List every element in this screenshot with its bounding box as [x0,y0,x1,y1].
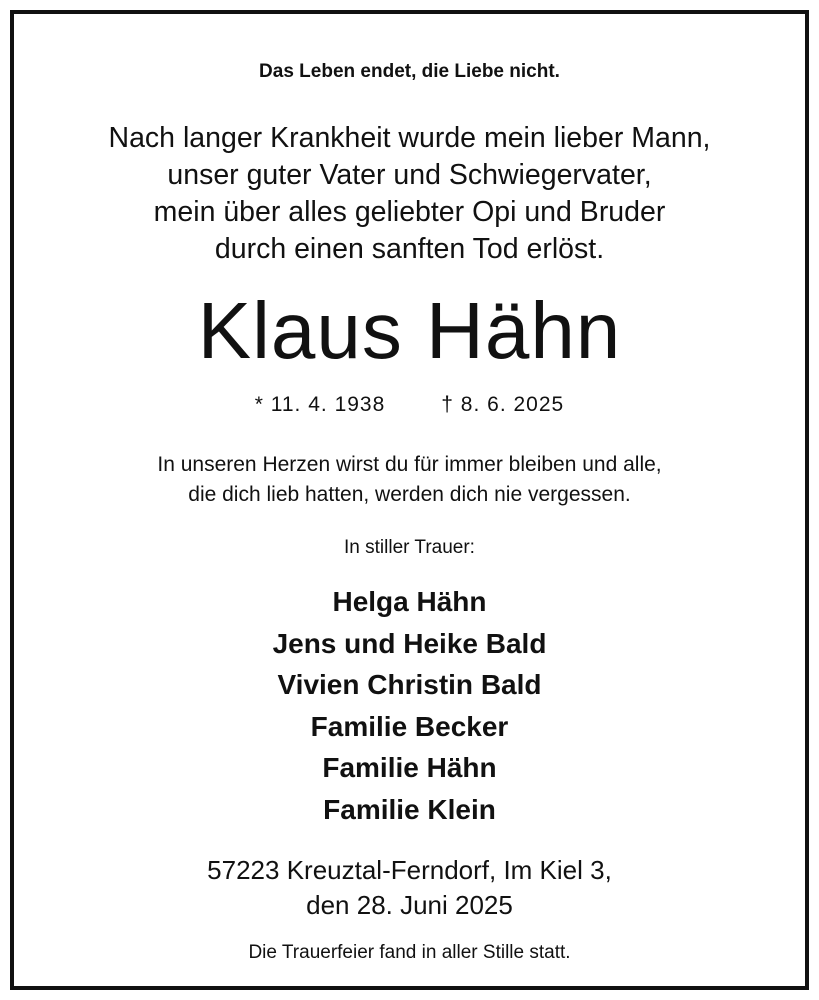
mourner-name: Vivien Christin Bald [277,669,542,700]
mourning-intro: In stiller Trauer: [344,537,475,558]
mourner-name: Helga Hähn [332,586,487,617]
mourner-name: Familie Klein [323,793,496,825]
memory-line: die dich lieb hatten, werden dich nie vergessen. [188,483,631,506]
address-line: 57223 Kreuztal-Ferndorf, Im Kiel 3, [207,855,612,885]
intro-line: durch einen sanften Tod erlöst. [214,233,605,265]
birth-date: * 11. 4. 1938 [254,393,386,416]
motto: Das Leben endet, die Liebe nicht. [259,61,560,82]
mourner-name: Jens und Heike Bald [272,627,547,659]
address-block [14,853,805,923]
mourner-name: Familie Hähn [322,752,497,783]
mourner-name: Familie Becker [310,710,509,742]
death-date: † 8. 6. 2025 [441,393,565,416]
intro-line: Nach langer Krankheit wurde mein lieber Mann, [108,122,711,154]
intro-line: unser guter Vater und Schwiegervater, [167,159,652,191]
intro-text [14,120,805,268]
deceased-name: Klaus Hähn [197,286,622,375]
date-line: den 28. Juni 2025 [306,890,513,920]
intro-line: mein über alles geliebter Opi und Bruder [153,196,666,228]
mourners-list [14,581,805,830]
memory-line: In unseren Herzen wirst du für immer bleiben und alle, [157,453,662,476]
memory-text [14,450,805,510]
life-dates [14,393,805,417]
closing-note: Die Trauerfeier fand in aller Stille statt. [248,942,571,963]
